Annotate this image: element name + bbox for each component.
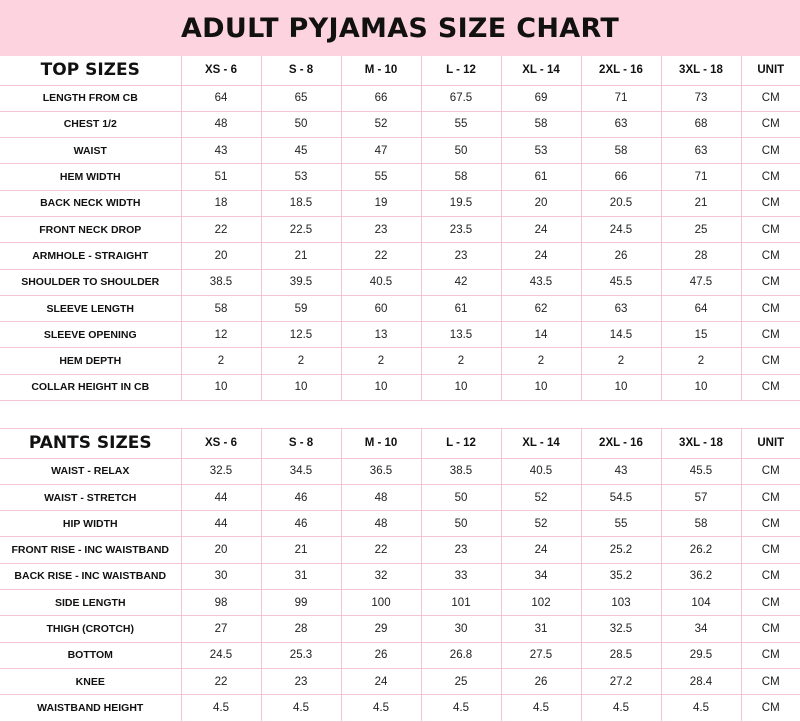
measurement-value: 47.5 — [661, 269, 741, 295]
pants-sizes-table — [0, 429, 800, 721]
unit-cell: CM — [741, 111, 800, 137]
measurement-value: 10 — [661, 374, 741, 400]
measurement-label: HIP WIDTH — [0, 511, 181, 537]
measurement-value: 4.5 — [341, 695, 421, 721]
measurement-value: 40.5 — [341, 269, 421, 295]
table-row — [0, 111, 800, 137]
measurement-value: 55 — [581, 511, 661, 537]
table-row — [0, 563, 800, 589]
measurement-value: 52 — [501, 511, 581, 537]
unit-cell: CM — [741, 348, 800, 374]
measurement-value: 63 — [581, 295, 661, 321]
measurement-value: 21 — [661, 190, 741, 216]
measurement-label: FRONT NECK DROP — [0, 216, 181, 242]
measurement-value: 30 — [421, 616, 501, 642]
measurement-value: 59 — [261, 295, 341, 321]
measurement-value: 24.5 — [181, 642, 261, 668]
measurement-value: 24 — [501, 216, 581, 242]
measurement-value: 34.5 — [261, 458, 341, 484]
measurement-label: WAIST - STRETCH — [0, 484, 181, 510]
measurement-value: 23.5 — [421, 216, 501, 242]
measurement-value: 31 — [501, 616, 581, 642]
measurement-value: 13.5 — [421, 322, 501, 348]
measurement-value: 15 — [661, 322, 741, 348]
table-row — [0, 164, 800, 190]
measurement-value: 38.5 — [421, 458, 501, 484]
measurement-value: 62 — [501, 295, 581, 321]
measurement-value: 4.5 — [581, 695, 661, 721]
measurement-value: 22 — [341, 243, 421, 269]
measurement-value: 63 — [661, 138, 741, 164]
measurement-value: 34 — [661, 616, 741, 642]
measurement-value: 22 — [181, 668, 261, 694]
measurement-value: 29 — [341, 616, 421, 642]
measurement-label: WAISTBAND HEIGHT — [0, 695, 181, 721]
measurement-label: BOTTOM — [0, 642, 181, 668]
measurement-value: 23 — [261, 668, 341, 694]
table-row — [0, 374, 800, 400]
section-heading: TOP SIZES — [0, 56, 181, 85]
table-row — [0, 85, 800, 111]
unit-cell: CM — [741, 668, 800, 694]
measurement-value: 25.3 — [261, 642, 341, 668]
size-header: 3XL - 18 — [661, 56, 741, 85]
measurement-value: 53 — [261, 164, 341, 190]
table-row — [0, 190, 800, 216]
unit-cell: CM — [741, 590, 800, 616]
measurement-value: 55 — [421, 111, 501, 137]
measurement-value: 2 — [501, 348, 581, 374]
measurement-value: 54.5 — [581, 484, 661, 510]
table-row — [0, 458, 800, 484]
measurement-value: 61 — [421, 295, 501, 321]
measurement-value: 27.2 — [581, 668, 661, 694]
measurement-value: 43 — [181, 138, 261, 164]
unit-cell: CM — [741, 295, 800, 321]
measurement-value: 58 — [501, 111, 581, 137]
unit-cell: CM — [741, 164, 800, 190]
table-row — [0, 668, 800, 694]
measurement-value: 26 — [341, 642, 421, 668]
measurement-value: 33 — [421, 563, 501, 589]
top-sizes-table — [0, 56, 800, 401]
unit-cell: CM — [741, 190, 800, 216]
unit-cell: CM — [741, 511, 800, 537]
measurement-label: LENGTH FROM CB — [0, 85, 181, 111]
measurement-value: 26 — [581, 243, 661, 269]
measurement-label: SLEEVE OPENING — [0, 322, 181, 348]
table-row — [0, 348, 800, 374]
measurement-value: 23 — [421, 537, 501, 563]
table-row — [0, 695, 800, 721]
measurement-label: WAIST - RELAX — [0, 458, 181, 484]
unit-cell: CM — [741, 138, 800, 164]
measurement-value: 43.5 — [501, 269, 581, 295]
measurement-value: 18.5 — [261, 190, 341, 216]
measurement-value: 2 — [181, 348, 261, 374]
size-header: XL - 14 — [501, 56, 581, 85]
measurement-value: 28.4 — [661, 668, 741, 694]
size-header: 2XL - 16 — [581, 56, 661, 85]
unit-header: UNIT — [741, 56, 800, 85]
measurement-value: 14.5 — [581, 322, 661, 348]
measurement-value: 28 — [661, 243, 741, 269]
measurement-label: CHEST 1/2 — [0, 111, 181, 137]
measurement-value: 35.2 — [581, 563, 661, 589]
measurement-value: 73 — [661, 85, 741, 111]
measurement-value: 58 — [581, 138, 661, 164]
measurement-value: 18 — [181, 190, 261, 216]
measurement-value: 67.5 — [421, 85, 501, 111]
measurement-value: 4.5 — [501, 695, 581, 721]
measurement-value: 10 — [341, 374, 421, 400]
unit-cell: CM — [741, 243, 800, 269]
unit-cell: CM — [741, 616, 800, 642]
measurement-value: 12.5 — [261, 322, 341, 348]
measurement-label: BACK NECK WIDTH — [0, 190, 181, 216]
table-row — [0, 269, 800, 295]
unit-cell: CM — [741, 269, 800, 295]
size-header: 3XL - 18 — [661, 429, 741, 458]
top-sizes-header-row — [0, 56, 800, 85]
measurement-value: 22 — [341, 537, 421, 563]
table-row — [0, 616, 800, 642]
table-row — [0, 590, 800, 616]
measurement-label: SIDE LENGTH — [0, 590, 181, 616]
measurement-value: 48 — [341, 484, 421, 510]
measurement-value: 21 — [261, 243, 341, 269]
measurement-label: FRONT RISE - INC WAISTBAND — [0, 537, 181, 563]
measurement-value: 38.5 — [181, 269, 261, 295]
measurement-value: 63 — [581, 111, 661, 137]
measurement-value: 21 — [261, 537, 341, 563]
measurement-value: 71 — [581, 85, 661, 111]
measurement-value: 36.2 — [661, 563, 741, 589]
measurement-value: 44 — [181, 511, 261, 537]
measurement-value: 51 — [181, 164, 261, 190]
measurement-value: 2 — [581, 348, 661, 374]
measurement-value: 31 — [261, 563, 341, 589]
measurement-value: 10 — [581, 374, 661, 400]
unit-cell: CM — [741, 216, 800, 242]
measurement-value: 25 — [661, 216, 741, 242]
measurement-value: 66 — [341, 85, 421, 111]
measurement-value: 101 — [421, 590, 501, 616]
page-title: ADULT PYJAMAS SIZE CHART — [180, 12, 620, 44]
measurement-value: 12 — [181, 322, 261, 348]
measurement-value: 34 — [501, 563, 581, 589]
measurement-value: 58 — [421, 164, 501, 190]
unit-cell: CM — [741, 695, 800, 721]
measurement-value: 52 — [501, 484, 581, 510]
unit-cell: CM — [741, 537, 800, 563]
unit-cell: CM — [741, 374, 800, 400]
measurement-value: 4.5 — [421, 695, 501, 721]
measurement-value: 44 — [181, 484, 261, 510]
measurement-value: 40.5 — [501, 458, 581, 484]
measurement-value: 48 — [341, 511, 421, 537]
unit-cell: CM — [741, 484, 800, 510]
measurement-label: SHOULDER TO SHOULDER — [0, 269, 181, 295]
measurement-value: 50 — [261, 111, 341, 137]
measurement-value: 46 — [261, 511, 341, 537]
measurement-value: 4.5 — [661, 695, 741, 721]
measurement-value: 25.2 — [581, 537, 661, 563]
measurement-value: 32 — [341, 563, 421, 589]
measurement-value: 4.5 — [181, 695, 261, 721]
measurement-value: 36.5 — [341, 458, 421, 484]
measurement-value: 27 — [181, 616, 261, 642]
measurement-value: 102 — [501, 590, 581, 616]
measurement-label: COLLAR HEIGHT IN CB — [0, 374, 181, 400]
unit-cell: CM — [741, 563, 800, 589]
measurement-value: 20 — [181, 537, 261, 563]
measurement-value: 65 — [261, 85, 341, 111]
size-header: L - 12 — [421, 56, 501, 85]
measurement-value: 10 — [181, 374, 261, 400]
measurement-label: HEM WIDTH — [0, 164, 181, 190]
measurement-value: 42 — [421, 269, 501, 295]
measurement-label: ARMHOLE - STRAIGHT — [0, 243, 181, 269]
measurement-value: 46 — [261, 484, 341, 510]
measurement-value: 45 — [261, 138, 341, 164]
unit-cell: CM — [741, 322, 800, 348]
table-row — [0, 511, 800, 537]
size-header: S - 8 — [261, 429, 341, 458]
size-header: L - 12 — [421, 429, 501, 458]
chart-header — [0, 0, 800, 56]
measurement-value: 45.5 — [581, 269, 661, 295]
measurement-value: 32.5 — [581, 616, 661, 642]
table-row — [0, 216, 800, 242]
measurement-value: 28 — [261, 616, 341, 642]
measurement-value: 98 — [181, 590, 261, 616]
measurement-value: 29.5 — [661, 642, 741, 668]
measurement-value: 64 — [181, 85, 261, 111]
unit-cell: CM — [741, 85, 800, 111]
measurement-value: 58 — [181, 295, 261, 321]
table-row — [0, 537, 800, 563]
measurement-value: 24.5 — [581, 216, 661, 242]
measurement-value: 13 — [341, 322, 421, 348]
size-header: XS - 6 — [181, 429, 261, 458]
measurement-value: 27.5 — [501, 642, 581, 668]
measurement-value: 20.5 — [581, 190, 661, 216]
measurement-value: 4.5 — [261, 695, 341, 721]
table-row — [0, 642, 800, 668]
measurement-value: 99 — [261, 590, 341, 616]
measurement-value: 61 — [501, 164, 581, 190]
measurement-label: SLEEVE LENGTH — [0, 295, 181, 321]
measurement-value: 50 — [421, 511, 501, 537]
table-row — [0, 484, 800, 510]
measurement-value: 71 — [661, 164, 741, 190]
unit-cell: CM — [741, 458, 800, 484]
measurement-label: BACK RISE - INC WAISTBAND — [0, 563, 181, 589]
size-header: XL - 14 — [501, 429, 581, 458]
measurement-value: 2 — [261, 348, 341, 374]
measurement-value: 2 — [421, 348, 501, 374]
section-heading: PANTS SIZES — [0, 429, 181, 458]
measurement-value: 50 — [421, 484, 501, 510]
size-header: 2XL - 16 — [581, 429, 661, 458]
measurement-value: 19.5 — [421, 190, 501, 216]
measurement-value: 66 — [581, 164, 661, 190]
measurement-value: 22 — [181, 216, 261, 242]
measurement-value: 104 — [661, 590, 741, 616]
measurement-value: 25 — [421, 668, 501, 694]
table-row — [0, 322, 800, 348]
measurement-value: 60 — [341, 295, 421, 321]
size-header: XS - 6 — [181, 56, 261, 85]
measurement-value: 52 — [341, 111, 421, 137]
measurement-value: 57 — [661, 484, 741, 510]
size-header: M - 10 — [341, 56, 421, 85]
measurement-value: 45.5 — [661, 458, 741, 484]
unit-header: UNIT — [741, 429, 800, 458]
measurement-label: WAIST — [0, 138, 181, 164]
measurement-value: 39.5 — [261, 269, 341, 295]
measurement-value: 47 — [341, 138, 421, 164]
measurement-value: 58 — [661, 511, 741, 537]
measurement-value: 22.5 — [261, 216, 341, 242]
measurement-value: 10 — [501, 374, 581, 400]
table-row — [0, 138, 800, 164]
measurement-value: 20 — [181, 243, 261, 269]
measurement-value: 55 — [341, 164, 421, 190]
measurement-value: 68 — [661, 111, 741, 137]
table-row — [0, 295, 800, 321]
section-gap — [0, 401, 800, 429]
measurement-value: 43 — [581, 458, 661, 484]
measurement-value: 24 — [341, 668, 421, 694]
measurement-value: 26.2 — [661, 537, 741, 563]
measurement-value: 48 — [181, 111, 261, 137]
measurement-value: 10 — [261, 374, 341, 400]
measurement-value: 2 — [661, 348, 741, 374]
measurement-value: 23 — [421, 243, 501, 269]
measurement-value: 50 — [421, 138, 501, 164]
pants-sizes-header-row — [0, 429, 800, 458]
measurement-value: 23 — [341, 216, 421, 242]
measurement-value: 32.5 — [181, 458, 261, 484]
measurement-value: 30 — [181, 563, 261, 589]
measurement-value: 24 — [501, 537, 581, 563]
measurement-label: KNEE — [0, 668, 181, 694]
measurement-label: THIGH (CROTCH) — [0, 616, 181, 642]
measurement-value: 69 — [501, 85, 581, 111]
measurement-value: 100 — [341, 590, 421, 616]
table-row — [0, 243, 800, 269]
measurement-value: 19 — [341, 190, 421, 216]
size-header: M - 10 — [341, 429, 421, 458]
measurement-value: 2 — [341, 348, 421, 374]
unit-cell: CM — [741, 642, 800, 668]
measurement-value: 28.5 — [581, 642, 661, 668]
measurement-value: 26.8 — [421, 642, 501, 668]
measurement-value: 14 — [501, 322, 581, 348]
size-header: S - 8 — [261, 56, 341, 85]
measurement-value: 10 — [421, 374, 501, 400]
measurement-value: 64 — [661, 295, 741, 321]
measurement-value: 103 — [581, 590, 661, 616]
measurement-value: 24 — [501, 243, 581, 269]
measurement-label: HEM DEPTH — [0, 348, 181, 374]
measurement-value: 26 — [501, 668, 581, 694]
measurement-value: 20 — [501, 190, 581, 216]
measurement-value: 53 — [501, 138, 581, 164]
